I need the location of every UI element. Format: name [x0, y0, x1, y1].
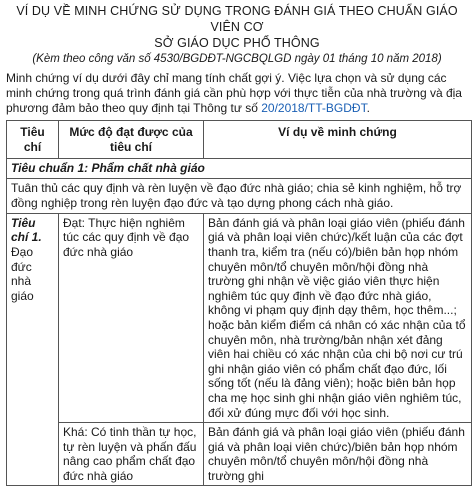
section-title-row: [7, 159, 472, 179]
title-line-1: VÍ DỤ VỀ MINH CHỨNG SỬ DỤNG TRONG ĐÁNH GIÁ THEO CHUẨN GIÁO VIÊN CƠ: [16, 4, 458, 34]
header-criterion: Tiêu chí: [7, 121, 59, 159]
header-evidence: Ví dụ về minh chứng: [204, 121, 472, 159]
intro-paragraph: [0, 67, 474, 116]
level-cell: Khá: Có tinh thần tự học, tự rèn luyện và phấn đấu nâng cao phẩm chất đạo đức nhà giáo: [59, 423, 204, 486]
level-cell: Đạt: Thực hiện nghiêm túc các quy định về đạo đức nhà giáo: [59, 213, 204, 422]
criterion-title: Tiêu chí 1.: [11, 215, 42, 245]
title-line-2: SỞ GIÁO DỤC PHỔ THÔNG: [154, 36, 320, 50]
table-row: [7, 213, 472, 422]
document-subtitle: (Kèm theo công văn số 4530/BGDĐT-NGCBQLGD ngày 01 tháng 10 năm 2018): [32, 53, 442, 65]
criterion-cell: [7, 213, 59, 486]
section-title: Tiêu chuẩn 1: Phẩm chất nhà giáo: [7, 159, 472, 179]
intro-end: .: [366, 101, 370, 115]
section-description: Tuân thủ các quy định và rèn luyện về đạo đức nhà giáo; chia sẻ kinh nghiệm, hỗ trợ đồng nghiệp trong rèn luyện đạo đức và tạo dựng phong cách nhà giáo.: [7, 178, 472, 213]
evidence-table: [6, 120, 472, 486]
criterion-name: Đạo đức nhà giáo: [11, 244, 34, 303]
header-level: Mức độ đạt được của tiêu chí: [59, 121, 204, 159]
intro-text: Minh chứng ví dụ dưới đây chỉ mang tính chất gợi ý. Việc lựa chọn và sử dụng các minh chứng trong quá trình đánh giá cần phù hợp với thực tiễn của nhà trường và địa phương đảm bảo theo quy định tại Thông tư số: [6, 71, 462, 115]
evidence-cell: Bản đánh giá và phân loại giáo viên (phiếu đánh giá và phân loại viên chức)/biên bản họp nhóm chuyên môn/tổ chuyên môn/hội đồng nhà trường ghi: [204, 423, 472, 486]
evidence-cell: Bản đánh giá và phân loại giáo viên (phiếu đánh giá và phân loại viên chức)/kết luận của các đợt thanh tra, kiểm tra (nếu có)/biên bản họp nhóm chuyên môn/tổ chuyên môn/hội đồng nhà trường ghi nhận về việc giáo viên thực hiện nghiêm túc quy định về đạo đức nhà giáo, không vi phạm quy định dạy thêm, học thêm...; hoặc bản kiểm điểm cá nhân có xác nhận của tổ chuyên môn, nhà trường/bản nhận xét đảng viên hai chiều có xác nhận của chi bộ nơi cư trú ghi nhận giáo viên có phẩm chất đạo đức, lối sống tốt (nếu là đảng viên); hoặc biên bản họp cha mẹ học sinh ghi nhận giáo viên nghiêm túc, đối xử đúng mực đối với học sinh.: [204, 213, 472, 422]
circular-link[interactable]: 20/2018/TT-BGDĐT: [261, 101, 367, 115]
table-row: [7, 423, 472, 486]
section-desc-row: [7, 178, 472, 213]
document-title: [0, 0, 474, 51]
table-header-row: [7, 121, 472, 159]
